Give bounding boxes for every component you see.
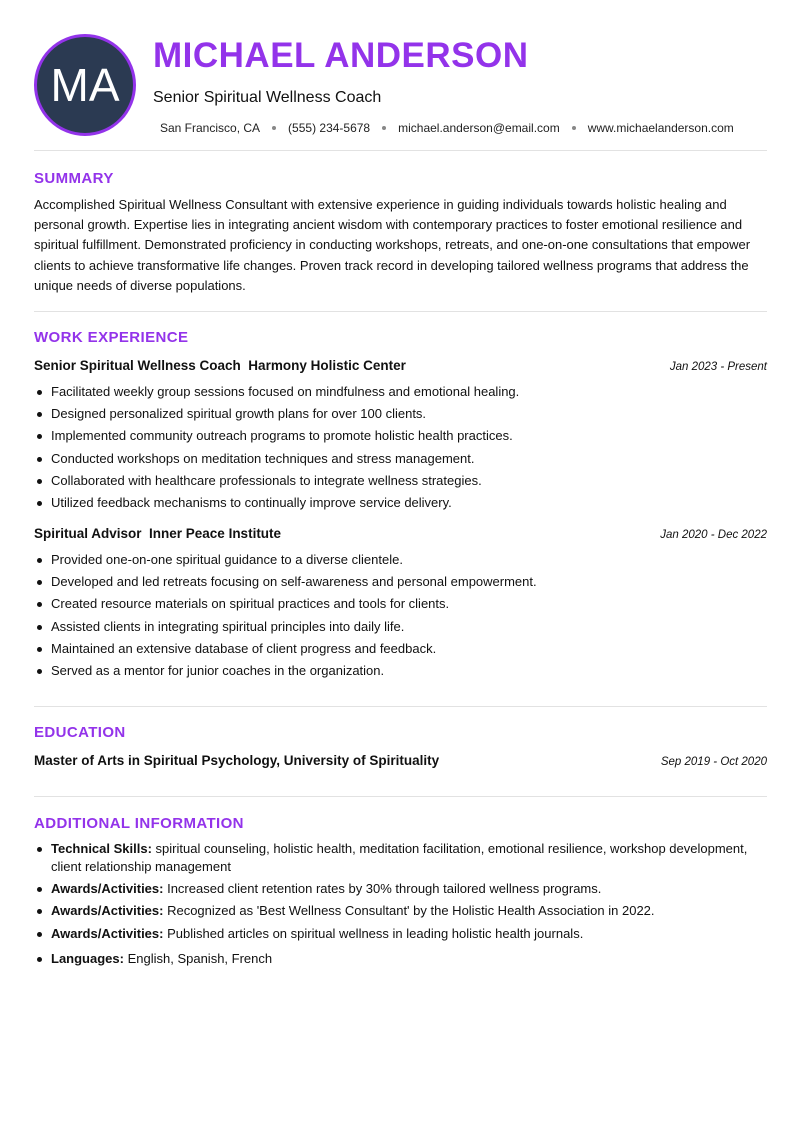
separator-dot	[382, 126, 386, 130]
education-entry	[34, 753, 767, 768]
additional-heading: ADDITIONAL INFORMATION	[34, 815, 244, 832]
job-header	[34, 526, 767, 541]
list-item	[34, 880, 767, 898]
list-item: Facilitated weekly group sessions focused on mindfulness and emotional healing.	[34, 381, 767, 403]
list-item: Served as a mentor for junior coaches in the organization.	[34, 660, 767, 682]
list-item: Assisted clients in integrating spiritual principles into daily life.	[34, 616, 767, 638]
education-degree: Master of Arts in Spiritual Psychology, University of Spirituality	[34, 753, 440, 768]
candidate-name: MICHAEL ANDERSON	[153, 36, 529, 75]
item-label: Awards/Activities:	[51, 881, 164, 897]
list-item: Collaborated with healthcare professionals to integrate wellness strategies.	[34, 470, 767, 492]
job-dates: Jan 2023 - Present	[669, 361, 767, 373]
contact-location: San Francisco, CA	[160, 121, 261, 135]
additional-list	[34, 840, 767, 972]
contact-email[interactable]: michael.anderson@email.com	[398, 121, 560, 135]
list-item	[34, 902, 767, 920]
divider	[34, 150, 767, 151]
experience-heading: WORK EXPERIENCE	[34, 329, 189, 346]
summary-heading: SUMMARY	[34, 170, 114, 187]
list-item: Implemented community outreach programs to promote holistic health practices.	[34, 425, 767, 447]
item-text: Published articles on spiritual wellness in leading holistic health journals.	[163, 925, 584, 941]
education-heading: EDUCATION	[34, 724, 126, 741]
separator-dot	[272, 126, 276, 130]
separator-dot	[572, 126, 576, 130]
job-bullets	[34, 549, 767, 682]
avatar	[34, 34, 136, 136]
job-title: Senior Spiritual Wellness Coach Harmony Holistic Center	[34, 358, 406, 373]
job-bullets	[34, 381, 767, 514]
list-item	[34, 925, 767, 943]
contact-website[interactable]: www.michaelanderson.com	[587, 121, 734, 135]
list-item: Developed and led retreats focusing on self-awareness and personal empowerment.	[34, 571, 767, 593]
divider	[34, 311, 767, 312]
contact-bar	[160, 121, 734, 135]
list-item: Created resource materials on spiritual practices and tools for clients.	[34, 593, 767, 615]
list-item: Maintained an extensive database of client progress and feedback.	[34, 638, 767, 660]
job-header	[34, 358, 767, 373]
item-label: Languages:	[51, 950, 124, 966]
job-title: Spiritual Advisor Inner Peace Institute	[34, 526, 282, 541]
item-text: English, Spanish, French	[123, 950, 273, 966]
list-item	[34, 950, 767, 968]
item-text: Increased client retention rates by 30% through tailored wellness programs.	[163, 881, 602, 897]
item-label: Awards/Activities:	[51, 925, 164, 941]
item-text: Recognized as 'Best Wellness Consultant' by the Holistic Health Association in 2022.	[163, 903, 655, 919]
item-text: spiritual counseling, holistic health, meditation facilitation, emotional resilience, workshop development, client relationship management	[51, 841, 748, 874]
divider	[34, 796, 767, 797]
list-item: Designed personalized spiritual growth plans for over 100 clients.	[34, 403, 767, 425]
job-dates: Jan 2020 - Dec 2022	[660, 529, 767, 541]
item-label: Technical Skills:	[51, 841, 152, 856]
candidate-title: Senior Spiritual Wellness Coach	[153, 89, 382, 106]
summary-text: Accomplished Spiritual Wellness Consultant with extensive experience in guiding individuals towards holistic healing and personal growth. Expertise lies in integrating ancient wisdom with contemporary practices to foster emotional resilience and spiritual fulfillment. Demonstrated proficiency in conducting workshops, retreats, and one-on-one consultations that empower clients to achieve transformative life changes. Proven track record in developing tailored wellness programs that address the unique needs of diverse populations.	[34, 197, 751, 293]
list-item: Utilized feedback mechanisms to continually improve service delivery.	[34, 492, 767, 514]
item-label: Awards/Activities:	[51, 903, 164, 919]
contact-phone: (555) 234-5678	[288, 121, 371, 135]
avatar-initials: MA	[50, 59, 120, 111]
divider	[34, 706, 767, 707]
list-item: Provided one-on-one spiritual guidance to a diverse clientele.	[34, 549, 767, 571]
list-item: Conducted workshops on meditation techniques and stress management.	[34, 448, 767, 470]
list-item	[34, 840, 767, 876]
education-dates: Sep 2019 - Oct 2020	[660, 756, 767, 768]
